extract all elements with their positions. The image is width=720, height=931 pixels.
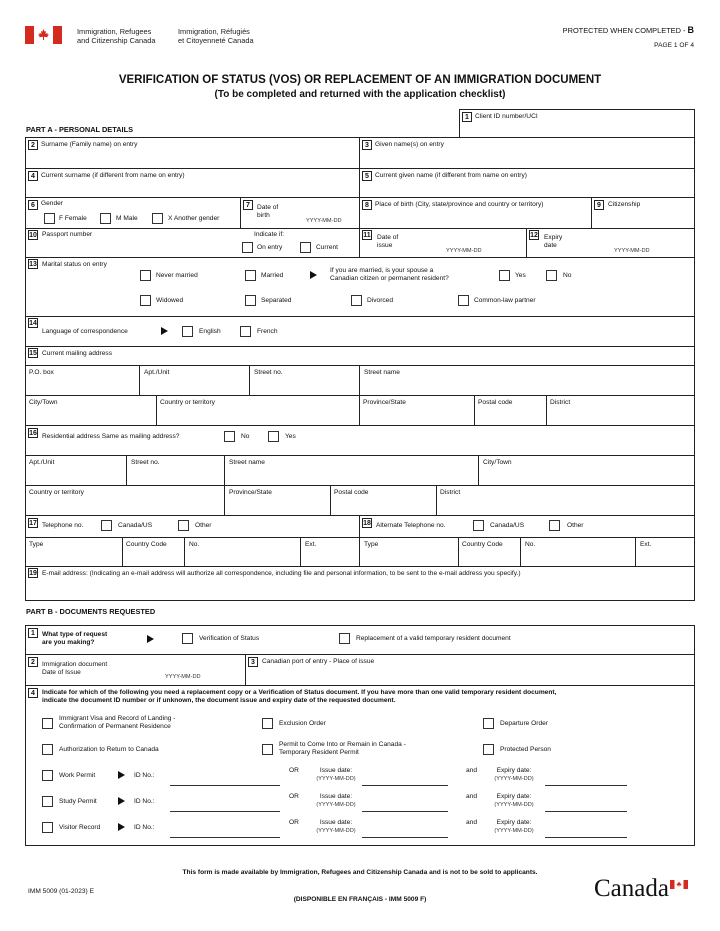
- protected-person-label: Protected Person: [500, 746, 551, 753]
- dob-input[interactable]: [280, 202, 356, 216]
- grid-divider: [156, 395, 157, 425]
- tel-other-label: Other: [195, 522, 212, 529]
- work-expiry-input[interactable]: [545, 785, 627, 786]
- grid-divider: [478, 455, 479, 485]
- res-postal-label: Postal code: [334, 489, 369, 496]
- email-input[interactable]: [28, 582, 692, 598]
- street-no-label: Street no.: [254, 369, 283, 376]
- date-of-issue-label: Date of issue: [377, 234, 399, 249]
- field-number: 15: [29, 350, 37, 357]
- part-b-heading: PART B - DOCUMENTS REQUESTED: [26, 607, 156, 616]
- grid-divider: [139, 365, 140, 395]
- alt-tel-other-checkbox[interactable]: [549, 520, 560, 531]
- replacement-checkbox[interactable]: [339, 633, 350, 644]
- alt-tel-no-label: No.: [525, 541, 536, 548]
- grid-divider: [359, 197, 360, 228]
- work-id-input[interactable]: [170, 785, 280, 786]
- passport-current-checkbox[interactable]: [300, 242, 311, 253]
- grid-divider: [25, 228, 695, 229]
- current-given-name-input[interactable]: [362, 182, 692, 196]
- grid-divider: [25, 168, 695, 169]
- field-number: 2: [28, 657, 38, 667]
- grid-divider: [526, 228, 527, 257]
- french-label: French: [257, 328, 278, 335]
- field-number: 9: [594, 200, 604, 210]
- gender-label: Gender: [41, 200, 63, 207]
- arrow-right-icon: [118, 797, 125, 805]
- language-label: Language of correspondence: [42, 328, 128, 335]
- spouse-yes-checkbox[interactable]: [499, 270, 510, 281]
- protected-label: PROTECTED WHEN COMPLETED - B: [562, 25, 694, 35]
- visitor-issue-input[interactable]: [362, 837, 448, 838]
- grid-divider: [436, 485, 437, 515]
- res-street-no-label: Street no.: [131, 459, 160, 466]
- grid-divider: [122, 537, 123, 566]
- departure-order-label: Departure Order: [500, 720, 549, 727]
- same-address-yes-label: Yes: [285, 433, 296, 440]
- protected-person-checkbox[interactable]: [483, 744, 494, 755]
- study-permit-checkbox[interactable]: [42, 796, 53, 807]
- issue-date-label: Issue date: (YYYY-MM-DD): [316, 793, 356, 808]
- email-label: E-mail address: (Indicating an e-mail address will authorize all correspondence, including file and personal information, to be sent to the e-mail address you specify.): [42, 570, 521, 577]
- arrow-right-icon: [118, 823, 125, 831]
- married-checkbox[interactable]: [245, 270, 256, 281]
- vos-label: Verification of Status: [199, 635, 260, 642]
- grid-divider: [25, 685, 695, 686]
- expiry-date-label: Expiry date: (YYYY-MM-DD): [494, 793, 534, 808]
- grid-divider: [359, 137, 360, 197]
- grid-divider: [330, 485, 331, 515]
- trp-checkbox[interactable]: [262, 744, 273, 755]
- tel-cc-label: Country Code: [126, 541, 167, 548]
- passport-on-entry-label: On entry: [257, 244, 283, 251]
- current-surname-input[interactable]: [28, 182, 356, 196]
- spouse-question: If you are married, is your spouse a Canadian citizen or permanent resident?: [330, 267, 449, 282]
- grid-divider: [25, 566, 695, 567]
- study-id-input[interactable]: [170, 811, 280, 812]
- tel-canus-checkbox[interactable]: [101, 520, 112, 531]
- visitor-id-input[interactable]: [170, 837, 280, 838]
- passport-number-label: Passport number: [42, 231, 93, 238]
- place-of-birth-input[interactable]: [362, 212, 588, 226]
- marital-status-label: Marital status on entry: [42, 261, 107, 268]
- po-box-label: P.O. box: [29, 369, 54, 376]
- arrow-right-icon: [147, 635, 154, 643]
- tel-type-label: Type: [29, 541, 44, 548]
- citizenship-label: Citizenship: [608, 201, 641, 208]
- work-issue-input[interactable]: [362, 785, 448, 786]
- alt-tel-canus-checkbox[interactable]: [473, 520, 484, 531]
- given-name-on-entry-label: Given name(s) on entry: [375, 141, 444, 148]
- spouse-no-label: No: [563, 272, 572, 279]
- grid-divider: [25, 395, 695, 396]
- gender-male-checkbox[interactable]: [100, 213, 111, 224]
- grid-divider: [635, 537, 636, 566]
- grid-divider: [224, 485, 225, 515]
- grid-divider: [25, 197, 695, 198]
- grid-divider: [591, 197, 592, 228]
- res-province-label: Province/State: [229, 489, 272, 496]
- district-label: District: [550, 399, 571, 406]
- province-label: Province/State: [363, 399, 406, 406]
- citizenship-input[interactable]: [594, 212, 692, 226]
- current-surname-label: Current surname (if different from name on entry): [41, 172, 185, 179]
- field-number: 5: [362, 171, 372, 181]
- given-name-on-entry-input[interactable]: [362, 152, 692, 166]
- spouse-yes-label: Yes: [515, 272, 526, 279]
- grid-divider: [25, 316, 695, 317]
- divorced-label: Divorced: [367, 297, 394, 304]
- spouse-no-checkbox[interactable]: [546, 270, 557, 281]
- res-country-label: Country or territory: [29, 489, 84, 496]
- id-no-label: ID No.:: [134, 798, 155, 805]
- res-apt-label: Apt./Unit: [29, 459, 55, 466]
- gender-other-checkbox[interactable]: [152, 213, 163, 224]
- mailing-address-label: Current mailing address: [42, 350, 112, 357]
- field-number: 3: [362, 140, 372, 150]
- part-a-heading: PART A - PERSONAL DETAILS: [26, 125, 134, 134]
- arrow-right-icon: [310, 271, 317, 279]
- immigration-doc-date-label: Immigration document Date of Issue: [42, 661, 108, 676]
- grid-divider: [25, 365, 695, 366]
- exclusion-order-checkbox[interactable]: [262, 718, 273, 729]
- current-given-name-label: Current given name (if different from name on entry): [375, 172, 527, 179]
- gender-other-label: X Another gender: [168, 215, 220, 222]
- tel-no-label: No.: [189, 541, 200, 548]
- residential-address-label: Residential address Same as mailing address?: [42, 433, 180, 440]
- request-type-label: What type of request are you making?: [42, 631, 108, 646]
- telephone-label: Telephone no.: [42, 522, 84, 529]
- id-no-label: ID No.:: [134, 824, 155, 831]
- gender-female-label: F Female: [59, 215, 87, 222]
- field-number: 4: [28, 171, 38, 181]
- alt-telephone-label: Alternate Telephone no.: [376, 522, 446, 529]
- field-number: 16: [29, 430, 37, 437]
- grid-divider: [25, 537, 695, 538]
- canada-wordmark: Canada: [594, 874, 696, 904]
- field-number: 17: [29, 520, 37, 527]
- gender-male-label: M Male: [116, 215, 138, 222]
- alt-tel-cc-label: Country Code: [462, 541, 503, 548]
- and-label: and: [466, 819, 478, 826]
- alt-tel-type-label: Type: [364, 541, 379, 548]
- grid-divider: [520, 537, 521, 566]
- field-number: 14: [29, 320, 37, 327]
- issue-date-label: Issue date: (YYYY-MM-DD): [316, 819, 356, 834]
- study-issue-input[interactable]: [362, 811, 448, 812]
- field-number: 12: [530, 232, 538, 239]
- arrow-right-icon: [118, 771, 125, 779]
- field-number: 4: [28, 688, 38, 698]
- field-number: 10: [29, 232, 37, 239]
- grid-divider: [126, 455, 127, 485]
- visitor-expiry-input[interactable]: [545, 837, 627, 838]
- arc-label: Authorization to Return to Canada: [59, 746, 159, 753]
- b2-format: YYYY-MM-DD: [165, 674, 201, 680]
- field-number: 7: [243, 200, 253, 210]
- grid-divider: [240, 197, 241, 228]
- widowed-checkbox[interactable]: [140, 295, 151, 306]
- postal-code-label: Postal code: [478, 399, 513, 406]
- or-label: OR: [289, 767, 299, 774]
- passport-number-input[interactable]: [28, 242, 228, 255]
- grid-divider: [249, 365, 250, 395]
- alt-tel-ext-label: Ext.: [640, 541, 652, 548]
- grid-divider: [25, 257, 695, 258]
- expiry-date-label: Expiry date: (YYYY-MM-DD): [494, 767, 534, 782]
- apt-unit-label: Apt./Unit: [144, 369, 170, 376]
- field-number: 11: [363, 232, 371, 239]
- common-law-label: Common-law partner: [474, 297, 536, 304]
- grid-divider: [25, 485, 695, 486]
- client-id-label: Client ID number/UCI: [475, 113, 538, 120]
- alt-tel-canus-label: Canada/US: [490, 522, 525, 529]
- separated-checkbox[interactable]: [245, 295, 256, 306]
- visitor-record-checkbox[interactable]: [42, 822, 53, 833]
- study-expiry-input[interactable]: [545, 811, 627, 812]
- city-label: City/Town: [29, 399, 58, 406]
- dept-name-fr: Immigration, Réfugiés et Citoyenneté Canada: [178, 27, 254, 45]
- english-checkbox[interactable]: [182, 326, 193, 337]
- trp-label: Permit to Come Into or Remain in Canada - Temporary Resident Permit: [279, 741, 406, 756]
- arc-checkbox[interactable]: [42, 744, 53, 755]
- vos-checkbox[interactable]: [182, 633, 193, 644]
- replacement-label: Replacement of a valid temporary resident document: [356, 635, 511, 642]
- grid-divider: [300, 537, 301, 566]
- same-address-yes-checkbox[interactable]: [268, 431, 279, 442]
- grid-divider: [25, 425, 695, 426]
- form-subtitle: (To be completed and returned with the application checklist): [214, 89, 506, 100]
- page-number: PAGE 1 OF 4: [654, 42, 694, 49]
- grid-divider: [224, 455, 225, 485]
- expiry-format: YYYY-MM-DD: [614, 248, 650, 254]
- tel-ext-label: Ext.: [305, 541, 317, 548]
- same-address-no-checkbox[interactable]: [224, 431, 235, 442]
- form-title: VERIFICATION OF STATUS (VOS) OR REPLACEMENT OF AN IMMIGRATION DOCUMENT: [118, 74, 602, 86]
- visitor-record-label: Visitor Record: [59, 824, 101, 831]
- canada-flag-icon: [25, 26, 62, 44]
- grid-divider: [359, 228, 360, 257]
- or-label: OR: [289, 793, 299, 800]
- date-of-issue-input[interactable]: [400, 232, 522, 246]
- place-of-birth-label: Place of birth (City, state/province and country or territory): [375, 201, 544, 208]
- never-married-label: Never married: [156, 272, 198, 279]
- wordmark-flag-icon: [670, 876, 688, 885]
- and-label: and: [466, 767, 478, 774]
- passport-current-label: Current: [316, 244, 338, 251]
- married-label: Married: [261, 272, 284, 279]
- field-number: 19: [29, 570, 37, 577]
- grid-divider: [359, 395, 360, 425]
- passport-on-entry-checkbox[interactable]: [242, 242, 253, 253]
- surname-on-entry-input[interactable]: [28, 152, 356, 166]
- grid-divider: [474, 395, 475, 425]
- field-number: 8: [362, 200, 372, 210]
- dob-label: Date of birth: [257, 204, 279, 219]
- res-city-label: City/Town: [483, 459, 512, 466]
- tel-canus-label: Canada/US: [118, 522, 153, 529]
- res-district-label: District: [440, 489, 461, 496]
- alt-tel-other-label: Other: [567, 522, 584, 529]
- grid-divider: [184, 537, 185, 566]
- gender-female-checkbox[interactable]: [44, 213, 55, 224]
- never-married-checkbox[interactable]: [140, 270, 151, 281]
- common-law-checkbox[interactable]: [458, 295, 469, 306]
- grid-divider: [359, 365, 360, 395]
- work-permit-checkbox[interactable]: [42, 770, 53, 781]
- port-of-entry-label: Canadian port of entry - Place of issue: [262, 658, 375, 665]
- res-street-name-label: Street name: [229, 459, 265, 466]
- same-address-no-label: No: [241, 433, 250, 440]
- country-label: Country or territory: [160, 399, 215, 406]
- grid-divider: [245, 654, 246, 685]
- departure-order-checkbox[interactable]: [483, 718, 494, 729]
- field-number: 13: [29, 261, 37, 268]
- dept-name-en: Immigration, Refugees and Citizenship Canada: [77, 27, 156, 45]
- issue-date-label: Issue date: (YYYY-MM-DD): [316, 767, 356, 782]
- grid-divider: [546, 395, 547, 425]
- port-of-entry-input[interactable]: [248, 668, 692, 683]
- tel-other-checkbox[interactable]: [178, 520, 189, 531]
- field-number: 1: [462, 112, 472, 122]
- b4-instructions: Indicate for which of the following you need a replacement copy or a Verification of Status document. If you have more than one valid temporary resident document, indicate the document ID number or if unknown, the document issue and expiry date of the requested document.: [42, 689, 557, 704]
- exclusion-order-label: Exclusion Order: [279, 720, 326, 727]
- footer-notice: This form is made available by Immigration, Refugees and Citizenship Canada and is not to be sold to applicants.: [182, 869, 538, 876]
- issue-format: YYYY-MM-DD: [446, 248, 482, 254]
- expiry-date-input[interactable]: [570, 232, 692, 246]
- immigrant-visa-checkbox[interactable]: [42, 718, 53, 729]
- surname-on-entry-label: Surname (Family name) on entry: [41, 141, 138, 148]
- expiry-date-label: Expiry date: (YYYY-MM-DD): [494, 819, 534, 834]
- immigration-doc-date-input[interactable]: [120, 658, 242, 672]
- separated-label: Separated: [261, 297, 292, 304]
- and-label: and: [466, 793, 478, 800]
- grid-divider: [458, 537, 459, 566]
- field-number: 2: [28, 140, 38, 150]
- expiry-date-label: Expiry date: [544, 234, 563, 249]
- work-permit-label: Work Permit: [59, 772, 96, 779]
- grid-divider: [25, 346, 695, 347]
- id-no-label: ID No.:: [134, 772, 155, 779]
- field-number: 6: [28, 200, 38, 210]
- grid-divider: [25, 654, 695, 655]
- or-label: OR: [289, 819, 299, 826]
- grid-divider: [25, 515, 695, 516]
- field-number: 18: [363, 520, 371, 527]
- street-name-label: Street name: [364, 369, 400, 376]
- english-label: English: [199, 328, 221, 335]
- arrow-right-icon: [161, 327, 168, 335]
- form-id: IMM 5009 (01-2023) E: [28, 888, 94, 895]
- grid-divider: [359, 515, 360, 566]
- divorced-checkbox[interactable]: [351, 295, 362, 306]
- widowed-label: Widowed: [156, 297, 184, 304]
- field-number: 3: [248, 657, 258, 667]
- french-version-notice: (DISPONIBLE EN FRANÇAIS - IMM 5009 F): [293, 896, 427, 903]
- immigrant-visa-label: Immigrant Visa and Record of Landing - Confirmation of Permanent Residence: [59, 715, 176, 730]
- dob-format: YYYY-MM-DD: [306, 218, 342, 224]
- field-number: 1: [28, 628, 38, 638]
- study-permit-label: Study Permit: [59, 798, 97, 805]
- indicate-if-label: Indicate if:: [254, 231, 285, 238]
- french-checkbox[interactable]: [240, 326, 251, 337]
